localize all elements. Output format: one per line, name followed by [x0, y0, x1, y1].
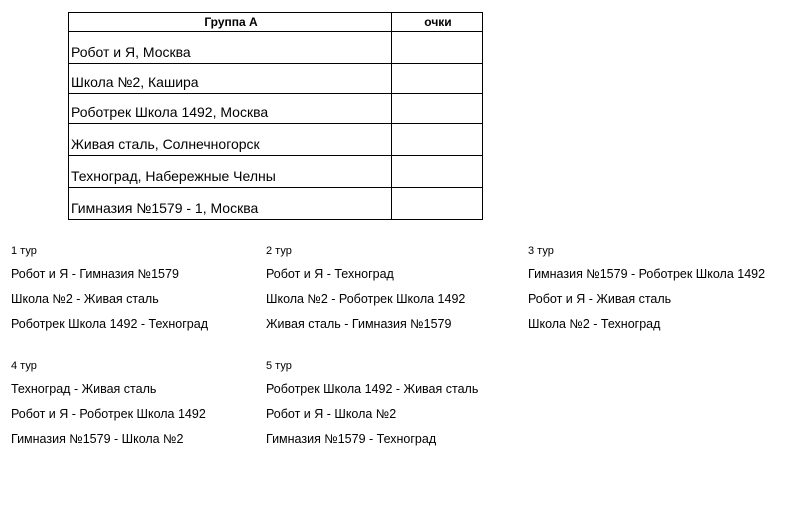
- group-table: [68, 12, 483, 220]
- round-4: [11, 360, 206, 456]
- team-name: Робот и Я, Москва: [69, 32, 392, 64]
- table-row: [69, 32, 483, 64]
- match-item: Школа №2 - Живая сталь: [11, 292, 159, 306]
- table-row: [69, 188, 483, 220]
- team-points[interactable]: [392, 64, 483, 94]
- table-row: [69, 124, 483, 156]
- match-item: Роботрек Школа 1492 - Техноград: [11, 317, 208, 331]
- match-item: Гимназия №1579 - Школа №2: [11, 432, 184, 446]
- match-item: Живая сталь - Гимназия №1579: [266, 317, 452, 331]
- team-name: Гимназия №1579 - 1, Москва: [69, 188, 392, 220]
- team-name: Живая сталь, Солнечногорск: [69, 124, 392, 156]
- team-name: Роботрек Школа 1492, Москва: [69, 94, 392, 124]
- round-title: 2 тур: [266, 245, 292, 257]
- round-title: 3 тур: [528, 245, 554, 257]
- team-name: Техноград, Набережные Челны: [69, 156, 392, 188]
- team-points[interactable]: [392, 94, 483, 124]
- match-item: Школа №2 - Техноград: [528, 317, 661, 331]
- team-name: Школа №2, Кашира: [69, 64, 392, 94]
- table-row: [69, 94, 483, 124]
- match-item: Школа №2 - Роботрек Школа 1492: [266, 292, 466, 306]
- round-title: 1 тур: [11, 245, 37, 257]
- table-row: [69, 64, 483, 94]
- team-points[interactable]: [392, 32, 483, 64]
- round-5: [266, 360, 478, 456]
- match-item: Робот и Я - Гимназия №1579: [11, 267, 179, 281]
- round-2: [266, 245, 465, 341]
- match-item: Робот и Я - Школа №2: [266, 407, 397, 421]
- team-points[interactable]: [392, 188, 483, 220]
- match-item: Робот и Я - Роботрек Школа 1492: [11, 407, 206, 421]
- group-header: Группа А: [69, 13, 392, 32]
- round-title: 5 тур: [266, 360, 292, 372]
- team-points[interactable]: [392, 156, 483, 188]
- match-item: Техноград - Живая сталь: [11, 382, 157, 396]
- match-item: Робот и Я - Живая сталь: [528, 292, 672, 306]
- match-item: Роботрек Школа 1492 - Живая сталь: [266, 382, 479, 396]
- team-points[interactable]: [392, 124, 483, 156]
- match-item: Робот и Я - Техноград: [266, 267, 394, 281]
- match-item: Гимназия №1579 - Техноград: [266, 432, 437, 446]
- table-header-row: [69, 13, 483, 32]
- match-item: Гимназия №1579 - Роботрек Школа 1492: [528, 267, 766, 281]
- points-header: очки: [392, 13, 483, 32]
- round-title: 4 тур: [11, 360, 37, 372]
- round-3: [528, 245, 765, 341]
- table-row: [69, 156, 483, 188]
- round-1: [11, 245, 208, 341]
